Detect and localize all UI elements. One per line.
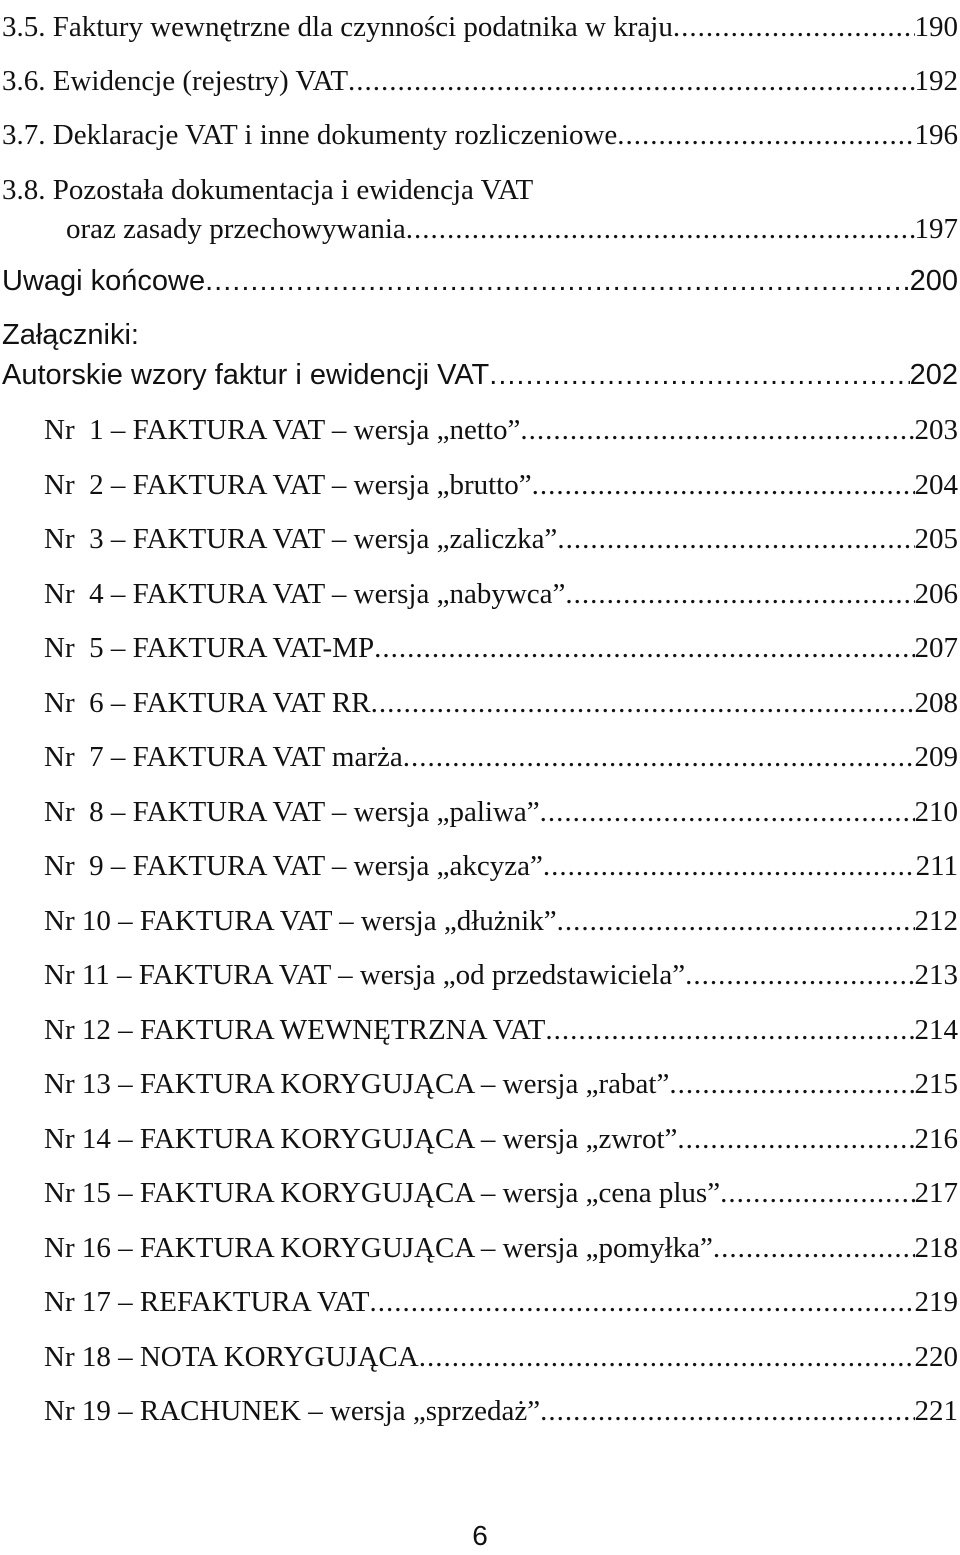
toc-entry-label: Nr 5 – FAKTURA VAT-MP (44, 632, 375, 663)
dot-leader (520, 416, 914, 445)
dot-leader (557, 907, 915, 936)
toc-entry-form-9 (0, 831, 958, 881)
toc-entry-page: 220 (914, 1340, 958, 1372)
toc-entry-form-3 (0, 504, 958, 554)
toc-entry-page: 214 (914, 1013, 958, 1045)
toc-entry-page: 213 (914, 959, 958, 990)
toc-entry-form-15 (0, 1158, 958, 1208)
toc-entry-page: 192 (914, 65, 958, 96)
dot-leader (371, 689, 915, 718)
toc-entry-3-8-continuation (0, 194, 958, 244)
dot-leader (545, 1016, 914, 1045)
toc-entry-label: Nr 15 – FAKTURA KORYGUJĄCA – wersja „cena plus” (44, 1177, 721, 1208)
toc-entry-label: 3.5. Faktury wewnętrzne dla czynności podatnika w kraju (2, 11, 673, 42)
toc-entry-label: Nr 16 – FAKTURA KORYGUJĄCA – wersja „pomyłka” (44, 1231, 713, 1263)
toc-entry-label: Autorskie wzory faktur i ewidencji VAT (2, 359, 490, 390)
dot-leader (540, 1397, 914, 1426)
dot-leader (532, 471, 915, 500)
toc-entry-form-13 (0, 1049, 958, 1099)
toc-entry-autorskie-wzory (0, 340, 958, 390)
toc-entry-page: 221 (914, 1395, 958, 1426)
toc-entry-form-11 (0, 940, 958, 990)
toc-entry-form-18 (0, 1322, 958, 1372)
toc-entry-page: 200 (909, 265, 958, 296)
toc-entry-label: Nr 11 – FAKTURA VAT – wersja „od przedstawiciela” (44, 959, 686, 990)
toc-entry-label: Nr 1 – FAKTURA VAT – wersja „netto” (44, 414, 521, 445)
toc-entry-label: Nr 7 – FAKTURA VAT marża (44, 741, 403, 772)
toc-entry-label: Nr 9 – FAKTURA VAT – wersja „akcyza” (44, 850, 543, 881)
toc-entry-page: 218 (914, 1231, 958, 1263)
dot-leader (713, 1234, 915, 1263)
toc-entry-3-6 (0, 46, 958, 96)
dot-leader (617, 121, 914, 150)
toc-entry-page: 210 (914, 795, 958, 827)
dot-leader (720, 1179, 914, 1208)
toc-entry-form-5 (0, 613, 958, 663)
toc-entry-label: Nr 2 – FAKTURA VAT – wersja „brutto” (44, 468, 532, 500)
toc-entry-form-14 (0, 1104, 958, 1154)
dot-leader (370, 1288, 915, 1317)
dot-leader (205, 267, 910, 296)
toc-entry-form-8 (0, 777, 958, 827)
dot-leader (669, 1070, 914, 1099)
toc-entry-page: 219 (914, 1286, 958, 1317)
toc-entry-3-5 (0, 0, 958, 42)
dot-leader (677, 1125, 914, 1154)
toc-entry-label: Nr 8 – FAKTURA VAT – wersja „paliwa” (44, 795, 540, 827)
dot-leader (543, 852, 916, 881)
toc-entry-label: Uwagi końcowe (2, 265, 206, 296)
page-number: 6 (472, 1520, 488, 1551)
toc-entry-form-7 (0, 722, 958, 772)
dot-leader (403, 743, 915, 772)
toc-entry-label: Nr 10 – FAKTURA VAT – wersja „dłużnik” (44, 904, 557, 936)
attachments-heading-text: Załączniki: (2, 319, 139, 351)
dot-leader (565, 580, 914, 609)
toc-entry-uwagi-koncowe (0, 246, 958, 296)
dot-leader (540, 798, 915, 827)
dot-leader (348, 67, 914, 96)
toc-entry-label: 3.8. Pozostała dokumentacja i ewidencja VAT (2, 174, 534, 206)
toc-entry-page: 196 (914, 119, 958, 150)
toc-entry-form-10 (0, 886, 958, 936)
toc-entry-page: 215 (914, 1068, 958, 1099)
toc-entry-page: 208 (914, 686, 958, 718)
toc-entry-page: 212 (914, 904, 958, 936)
toc-entry-page: 206 (914, 577, 958, 609)
toc-entry-page: 203 (914, 414, 958, 445)
toc-entry-label: Nr 14 – FAKTURA KORYGUJĄCA – wersja „zwrot” (44, 1122, 678, 1154)
dot-leader (673, 13, 915, 42)
toc-entry-label: Nr 3 – FAKTURA VAT – wersja „zaliczka” (44, 523, 558, 554)
toc-entry-label: Nr 17 – REFAKTURA VAT (44, 1286, 370, 1317)
toc-entry-form-17 (0, 1267, 958, 1317)
toc-entry-page: 209 (914, 741, 958, 772)
toc-entry-label: Nr 19 – RACHUNEK – wersja „sprzedaż” (44, 1395, 541, 1426)
toc-entry-label: 3.6. Ewidencje (rejestry) VAT (2, 65, 349, 96)
toc-entry-label: Nr 4 – FAKTURA VAT – wersja „nabywca” (44, 577, 566, 609)
toc-entry-page: 204 (914, 468, 958, 500)
toc-entry-page: 217 (914, 1177, 958, 1208)
dot-leader (685, 961, 914, 990)
toc-entry-form-2 (0, 450, 958, 500)
toc-entry-page: 216 (914, 1122, 958, 1154)
toc-entry-label: oraz zasady przechowywania (66, 213, 406, 244)
toc-entry-label: Nr 18 – NOTA KORYGUJĄCA (44, 1340, 419, 1372)
dot-leader (557, 525, 914, 554)
toc-entry-3-7 (0, 100, 958, 150)
toc-entry-form-16 (0, 1213, 958, 1263)
dot-leader (489, 361, 909, 390)
toc-entry-page: 205 (914, 523, 958, 554)
toc-entry-label: 3.7. Deklaracje VAT i inne dokumenty rozliczeniowe (2, 119, 618, 150)
dot-leader (374, 634, 914, 663)
toc-entry-form-4 (0, 559, 958, 609)
toc-entry-page: 207 (914, 632, 958, 663)
toc-entry-label: Nr 12 – FAKTURA WEWNĘTRZNA VAT (44, 1013, 546, 1045)
toc-entry-page: 197 (914, 213, 958, 244)
toc-entry-form-1 (0, 395, 958, 445)
toc-entry-page: 211 (915, 850, 958, 881)
toc-entry-page: 202 (909, 359, 958, 390)
toc-entry-form-12 (0, 995, 958, 1045)
dot-leader (406, 215, 915, 244)
toc-entry-form-19 (0, 1376, 958, 1426)
toc-entry-label: Nr 13 – FAKTURA KORYGUJĄCA – wersja „rabat” (44, 1068, 670, 1099)
toc-entry-label: Nr 6 – FAKTURA VAT RR (44, 686, 371, 718)
toc-entry-page: 190 (914, 11, 958, 42)
dot-leader (419, 1343, 915, 1372)
toc-entry-form-6 (0, 668, 958, 718)
